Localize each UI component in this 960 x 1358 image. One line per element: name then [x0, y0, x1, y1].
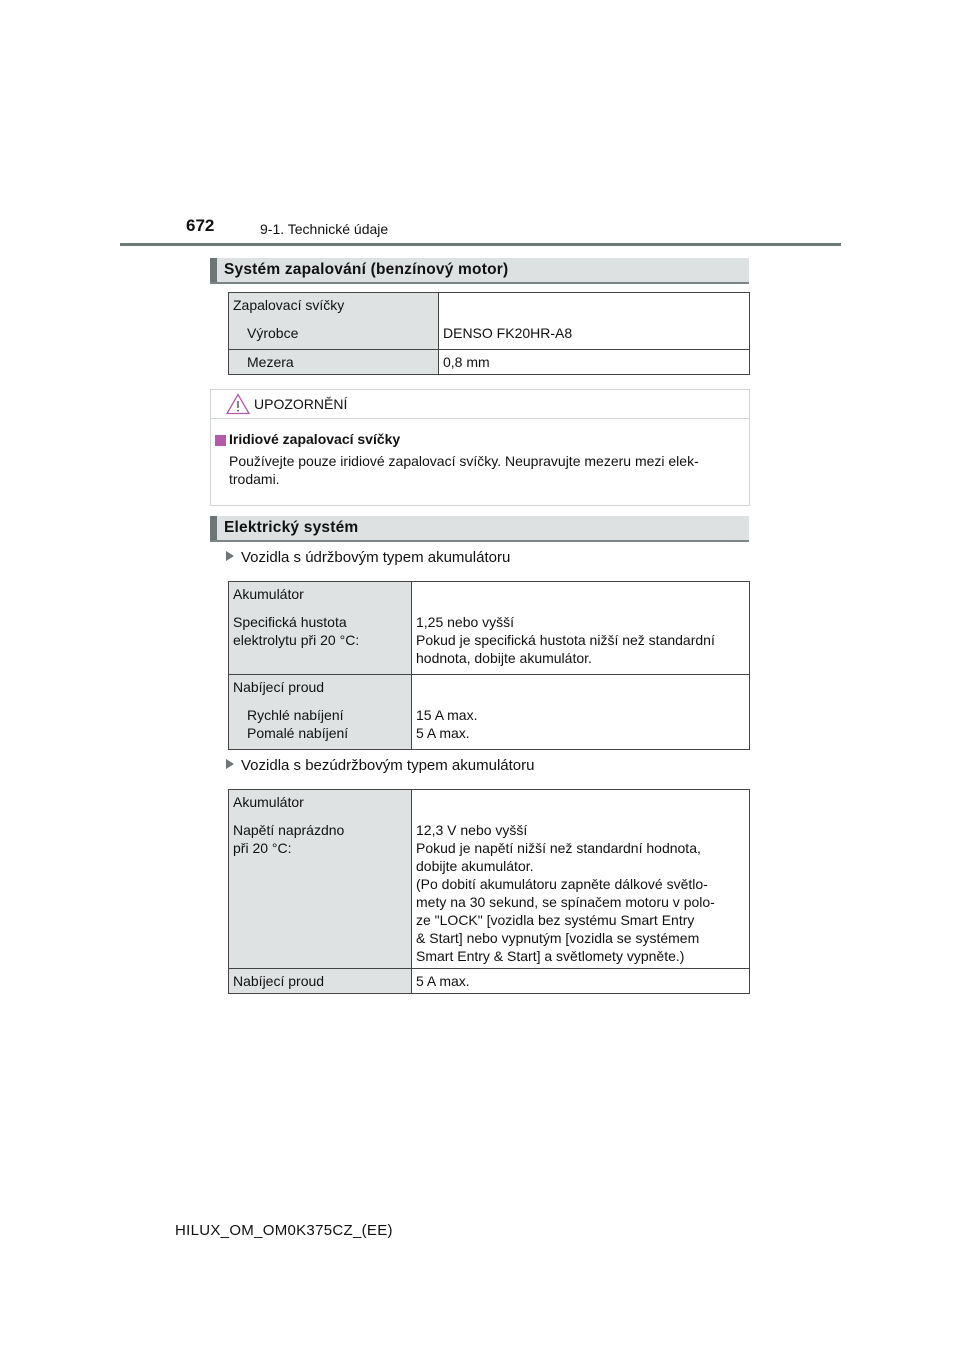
voltage-label-cell [229, 790, 412, 969]
notice-title: Iridiové zapalovací svíčky [229, 431, 401, 447]
voltage-value-line: Pokud je napětí nižší než standardní hodnota, [416, 840, 701, 856]
notice-text: Používejte pouze iridiové zapalovací svíčky. Neupravujte mezeru mezi elek-trodami. [229, 453, 699, 487]
voltage-value-cell [412, 790, 750, 969]
page-number: 672 [186, 216, 215, 235]
fast-charge-label: Rychlé nabíjení [247, 707, 344, 723]
gravity-value-line: hodnota, dobijte akumulátor. [416, 650, 592, 666]
table-row [229, 293, 750, 350]
section-heading-electrical [210, 516, 749, 542]
charge-group-label: Nabíjecí proud [233, 679, 325, 695]
voltage-value-line: Smart Entry & Start] a světlomety vypněte.) [416, 948, 685, 964]
voltage-value-line: ze "LOCK" [vozidla bez systému Smart Entry [416, 912, 695, 928]
subheading-text: Vozidla s bezúdržbovým typem akumulátoru [241, 757, 535, 774]
gravity-label-line: Specifická hustota [233, 614, 347, 630]
charge-label-cell [229, 675, 412, 750]
maker-value: DENSO FK20HR-A8 [443, 325, 573, 341]
voltage-value-line: 12,3 V nebo vyšší [416, 822, 528, 838]
spark-plug-group-label: Zapalovací svíčky [233, 297, 345, 313]
notice-box [210, 389, 750, 506]
maintenance-free-battery-table [228, 789, 750, 994]
gap-value: 0,8 mm [443, 354, 490, 370]
gravity-value-line: 1,25 nebo vyšší [416, 614, 515, 630]
maintenance-battery-table [228, 581, 750, 750]
gravity-label-line: elektrolytu při 20 °C: [233, 632, 360, 648]
section-heading-text: Systém zapalování (benzínový motor) [224, 261, 509, 278]
gap-label-cell [229, 350, 439, 375]
notice-header [211, 390, 749, 419]
charge-label: Nabíjecí proud [233, 973, 325, 989]
voltage-value-line: & Start] nebo vypnutým [vozidla se systémem [416, 930, 700, 946]
charge-value: 5 A max. [416, 973, 470, 989]
maker-value-cell [439, 293, 750, 350]
maker-label: Výrobce [247, 325, 299, 341]
voltage-label-line: při 20 °C: [233, 840, 292, 856]
gap-label: Mezera [247, 354, 294, 370]
spark-plug-label-cell [229, 293, 439, 350]
subheading-maintenance-battery [226, 549, 510, 566]
charge-value-cell [412, 675, 750, 750]
section-heading-bar [210, 258, 217, 282]
triangle-bullet-icon [226, 551, 234, 561]
battery-group-label: Akumulátor [233, 586, 304, 602]
footer-document-code: HILUX_OM_OM0K375CZ_(EE) [175, 1222, 393, 1239]
charge-label-cell [229, 969, 412, 994]
battery-group-label: Akumulátor [233, 794, 304, 810]
subheading-maintenance-free-battery [226, 757, 534, 774]
table-row [229, 790, 750, 969]
voltage-value-line: dobijte akumulátor. [416, 858, 534, 874]
slow-charge-value: 5 A max. [416, 725, 470, 741]
section-heading-text: Elektrický systém [224, 519, 359, 536]
section-reference: 9-1. Technické údaje [260, 221, 389, 237]
gravity-value-cell [412, 582, 750, 675]
ignition-spec-table [228, 292, 750, 375]
warning-triangle-icon [226, 393, 250, 415]
gravity-label-cell [229, 582, 412, 675]
subheading-text: Vozidla s údržbovým typem akumulátoru [241, 549, 511, 566]
notice-label: UPOZORNĚNÍ [254, 396, 348, 412]
header-rule [120, 243, 841, 246]
charge-value-cell [412, 969, 750, 994]
triangle-bullet-icon [226, 759, 234, 769]
section-heading-bar [210, 516, 217, 540]
table-row [229, 350, 750, 375]
notice-bullet-icon [215, 435, 226, 446]
section-heading-ignition [210, 258, 749, 284]
table-row [229, 675, 750, 750]
voltage-label-line: Napětí naprázdno [233, 822, 345, 838]
fast-charge-value: 15 A max. [416, 707, 478, 723]
voltage-value-line: mety na 30 sekund, se spínačem motoru v polo- [416, 894, 715, 910]
table-row [229, 969, 750, 994]
table-row [229, 582, 750, 675]
voltage-value-line: (Po dobití akumulátoru zapněte dálkové světlo- [416, 876, 708, 892]
slow-charge-label: Pomalé nabíjení [247, 725, 349, 741]
gravity-value-line: Pokud je specifická hustota nižší než standardní [416, 632, 715, 648]
gap-value-cell [439, 350, 750, 375]
